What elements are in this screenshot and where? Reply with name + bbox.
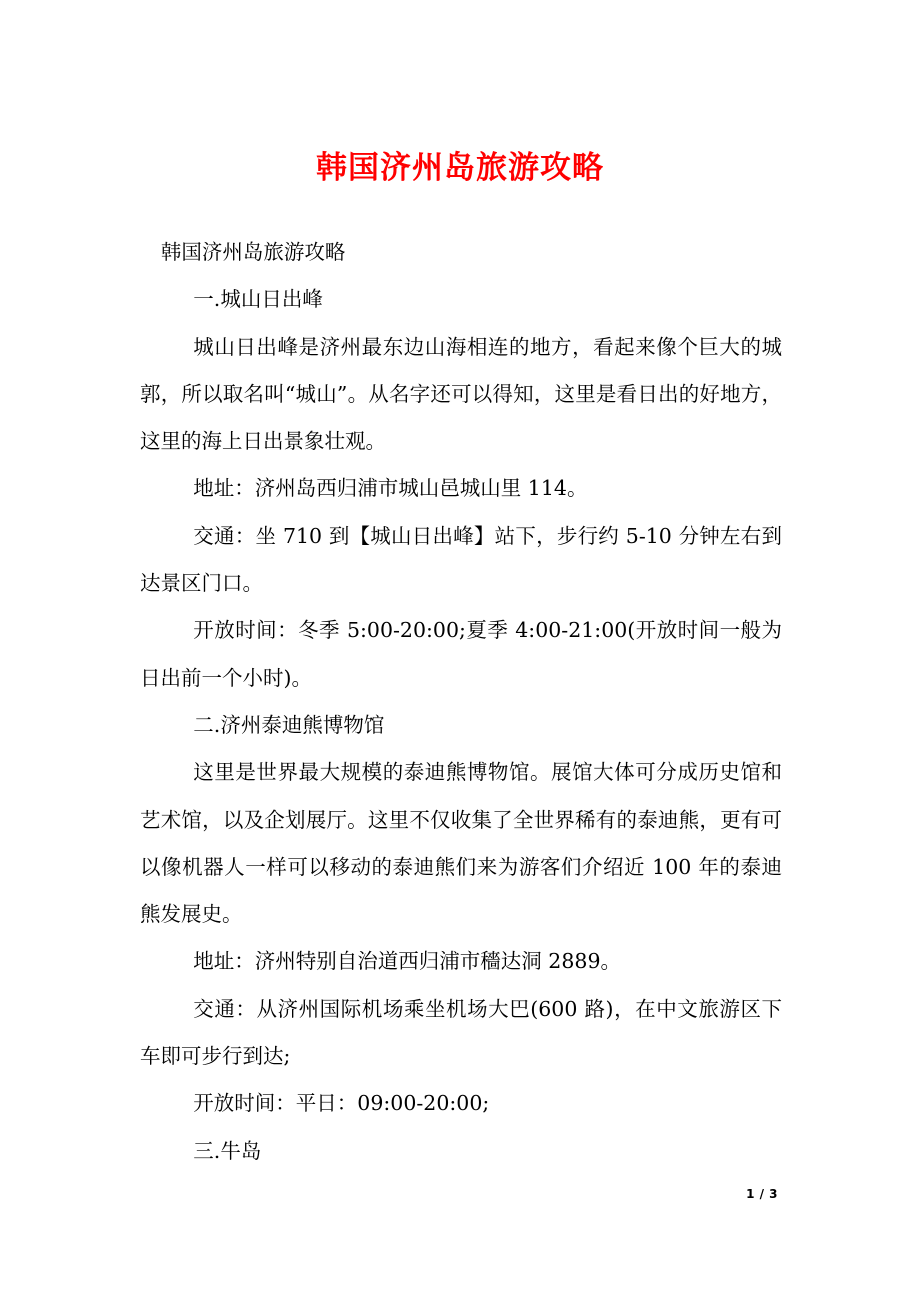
- document-body: [140, 229, 782, 1175]
- intro-line: 韩国济州岛旅游攻略: [160, 240, 346, 264]
- section-1-address: 地址：济州岛西归浦市城山邑城山里 114。: [193, 476, 588, 501]
- section-1-description: 城山日出峰是济州最东边山海相连的地方，看起来像个巨大的城郭，所以取名叫“城山”。从名字还可以得知，这里是看日出的好地方，这里的海上日出景象壮观。: [140, 334, 782, 454]
- page-number: 1 / 3: [746, 1187, 778, 1201]
- document-title: 韩国济州岛旅游攻略: [316, 150, 604, 186]
- section-1-transport: 交通：坐 710 到【城山日出峰】站下，步行约 5-10 分钟左右到达景区门口。: [140, 523, 782, 596]
- section-heading-2: 二.济州泰迪熊博物馆: [193, 712, 385, 737]
- section-2-address: 地址：济州特别自治道西归浦市穡达洞 2889。: [193, 949, 621, 974]
- section-2-transport: 交通：从济州国际机场乘坐机场大巴(600 路)，在中文旅游区下车即可步行到达;: [140, 996, 782, 1069]
- section-2-hours: 开放时间：平日：09:00-20:00;: [193, 1091, 490, 1116]
- section-1-hours: 开放时间：冬季 5:00-20:00;夏季 4:00-21:00(开放时间一般为日出前一个小时)。: [140, 618, 782, 690]
- section-heading-1: 一.城山日出峰: [193, 287, 323, 312]
- section-2-description: 这里是世界最大规模的泰迪熊博物馆。展馆大体可分成历史馆和艺术馆，以及企划展厅。这里不仅收集了全世界稀有的泰迪熊，更有可以像机器人一样可以移动的泰迪熊们来为游客们介绍近 100 年的泰迪熊发展史。: [140, 760, 782, 927]
- section-heading-3: 三.牛岛: [193, 1138, 262, 1163]
